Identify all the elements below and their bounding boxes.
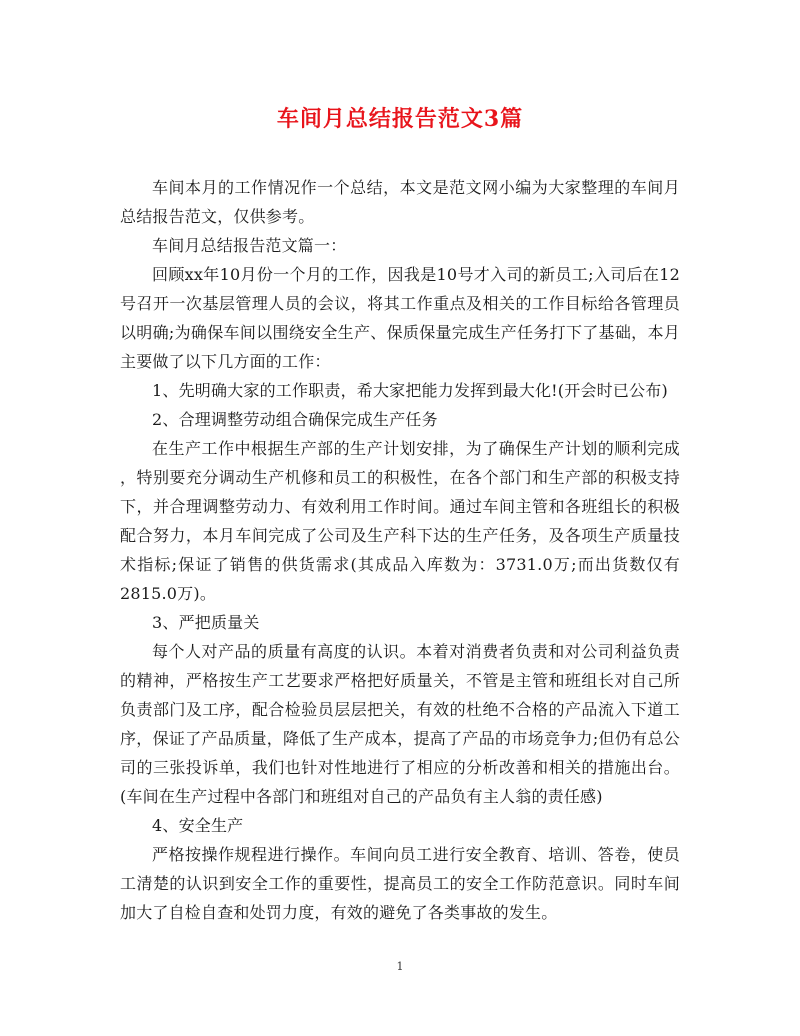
- page-number: 1: [396, 960, 404, 973]
- paragraph-review: 回顾xx年10月份一个月的工作，因我是10号才入司的新员工;入司后在12号召开一次基层管理人员的会议，将其工作重点及相关的工作目标给各管理员以明确;为确保车间以围绕安全生产、保质保量完成生产任务打下了基础，本月主要做了以下几方面的工作：: [120, 265, 680, 371]
- paragraph-quality: 每个人对产品的质量有高度的认识。本着对消费者负责和对公司利益负责的精神，严格按生产工艺要求严格把好质量关，不管是主管和班组长对自己所负责部门及工序，配合检验员层层把关，有效的杜绝不合格的产品流入下道工序，保证了产品质量，降低了生产成本，提高了产品的市场竞争力;但仍有总公司的三张投诉单，我们也针对性地进行了相应的分析改善和相关的措施出台。(车间在生产过程中各部门和班组对自己的产品负有主人翁的责任感): [120, 642, 680, 806]
- paragraph-production: 在生产工作中根据生产部的生产计划安排，为了确保生产计划的顺利完成 ，特别要充分调动生产机修和员工的积极性，在各个部门和生产部的积极支持下，并合理调整劳动力、有效利用工作时间。通过车间主管和各班组长的积极配合努力，本月车间完成了公司及生产科下达的生产任务，及各项生产质量技术指标;保证了销售的供货需求(其成品入库数为：3731.0万;而出货数仅有2815.0万)。: [120, 439, 680, 603]
- paragraph-safety: 严格按操作规程进行操作。车间向员工进行安全教育、培训、答卷，使员工清楚的认识到安全工作的重要性，提高员工的安全工作防范意识。同时车间加大了自检自查和处罚力度，有效的避免了各类事故的发生。: [120, 845, 680, 922]
- document-body: [120, 173, 680, 927]
- paragraph-item-4: 4、安全生产: [152, 816, 244, 835]
- paragraph-intro: 车间本月的工作情况作一个总结，本文是范文网小编为大家整理的车间月总结报告范文，仅供参考。: [120, 178, 680, 226]
- paragraph-section-heading: 车间月总结报告范文篇一：: [152, 236, 347, 255]
- paragraph-item-3: 3、严把质量关: [152, 613, 260, 632]
- paragraph-item-1: 1、先明确大家的工作职责，希大家把能力发挥到最大化!(开会时已公布): [152, 381, 668, 400]
- paragraph-item-2: 2、合理调整劳动组合确保完成生产任务: [152, 410, 438, 429]
- document-title: 车间月总结报告范文3篇: [276, 106, 524, 132]
